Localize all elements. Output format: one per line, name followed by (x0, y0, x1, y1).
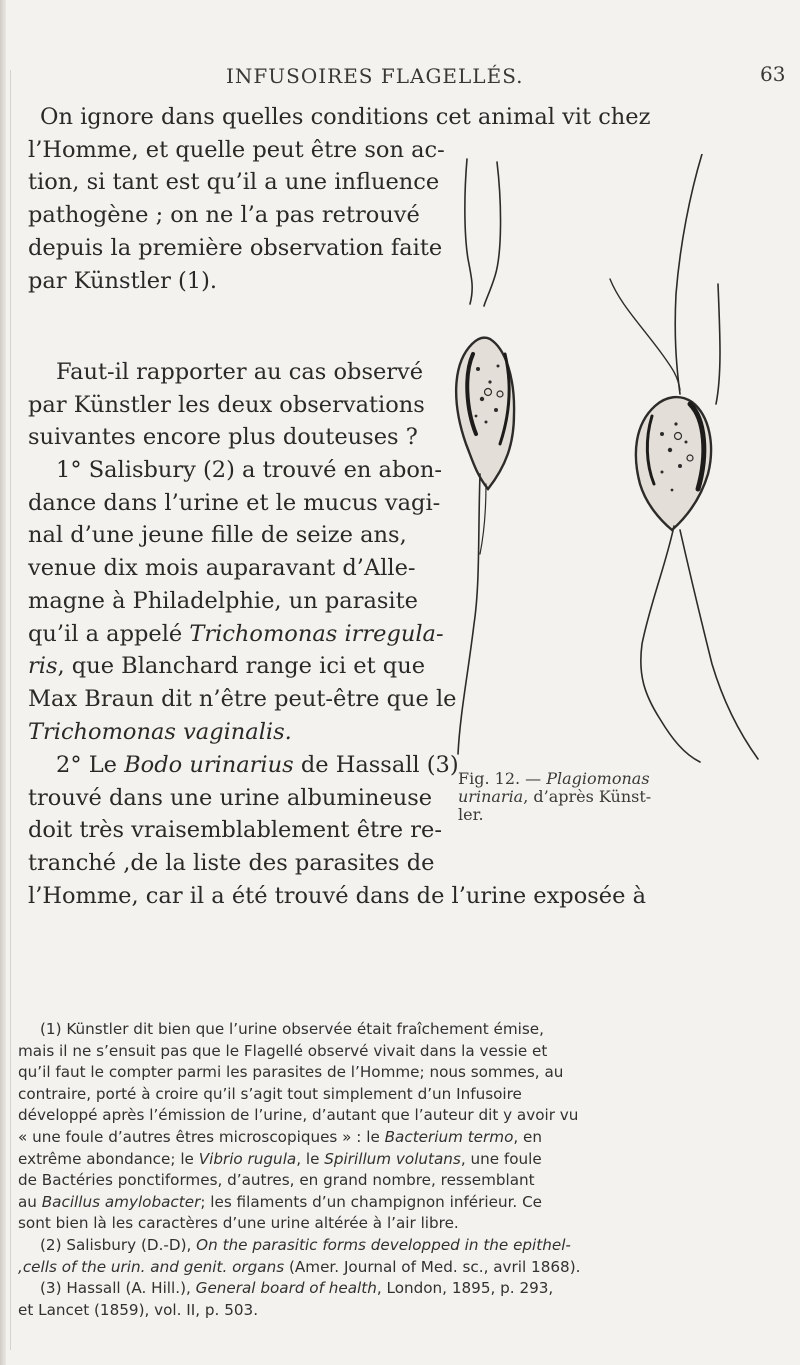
footnote-run: , une foule (460, 1149, 542, 1168)
figure-plagiomonas (440, 154, 800, 766)
footnote-line: mais il ne s’ensuit pas que le Flagellé observé vivait dans la vessie et (18, 1041, 548, 1060)
footnote-run: extrême abondance; le (18, 1149, 199, 1168)
caption-species: urinaria (458, 787, 524, 806)
page-edge-line (10, 70, 11, 1350)
flagellum-line (465, 159, 472, 304)
footnote-italic: Vibrio rugula (198, 1149, 297, 1168)
text-line: tion, si tant est qu’il a une influence (28, 169, 440, 196)
footnote-line (18, 1257, 788, 1279)
tail-line (480, 484, 486, 554)
footnote-line: (1) Künstler dit bien que l’urine observée était fraîchement émise, (40, 1020, 544, 1038)
page-number: 63 (760, 62, 786, 86)
text-run: 2° Le (56, 752, 125, 778)
paragraph-2 (28, 356, 425, 454)
text-line: On ignore dans quelles conditions cet animal vit chez (40, 104, 651, 130)
footnote-line (18, 1127, 788, 1149)
text-run: , que Blanchard range ici et que (57, 653, 426, 680)
text-line: depuis la première observation faite (28, 234, 443, 261)
footnote-italic: General board of health (195, 1279, 377, 1298)
caption-line (458, 788, 748, 806)
footnote-italic: Bacillus amylobacter (41, 1192, 201, 1211)
footnote-run: (3) Hassall (A. Hill.), (40, 1279, 196, 1298)
granule-dot (494, 408, 498, 412)
tail-line (680, 530, 758, 759)
figure-caption (458, 770, 748, 824)
footnote-line: développé après l’émission de l’urine, d’autant que l’auteur dit y avoir vu (18, 1106, 579, 1125)
text-line: suivantes encore plus douteuses ? (28, 424, 418, 451)
species-name: Trichomonas vaginalis. (28, 718, 292, 745)
footnote-italic: Bacterium termo (384, 1127, 514, 1146)
text-line: doit très vraisemblablement être re- (28, 817, 442, 844)
text-line: tranché ,de la liste des parasites de (28, 850, 435, 877)
caption-fig-number: Fig. 12. — (458, 769, 547, 788)
footnote-run: , le (296, 1149, 325, 1168)
text-line: Max Braun dit n’être peut-être que le (28, 685, 457, 712)
text-line (28, 650, 456, 683)
footnote-line (18, 1278, 788, 1300)
page-edge-shadow (0, 0, 6, 1365)
footnote-line: de Bactéries ponctiformes, d’autres, en grand nombre, ressemblant (18, 1171, 535, 1190)
footnote-line: contraire, porté à croire qu’il s’agit tout simplement d’un Infusoire (18, 1084, 522, 1103)
granule-dot (475, 415, 478, 418)
granule-dot (671, 489, 674, 492)
footnote-line: qu’il faut le compter parmi les parasites de l’Homme; nous sommes, au (18, 1063, 564, 1082)
paragraph-3 (28, 454, 456, 748)
text-line (28, 618, 456, 651)
text-run: de Hassall (3) (293, 752, 459, 778)
flagellum-line (484, 162, 501, 306)
flagellum-line (716, 284, 720, 404)
running-title: INFUSOIRES FLAGELLÉS. (226, 64, 524, 88)
footnote-run: (2) Salisbury (D.-D), (40, 1235, 197, 1254)
text-line: l’Homme, car il a été trouvé dans de l’urine exposée à (28, 882, 647, 909)
footnote-line: et Lancet (1859), vol. II, p. 503. (18, 1300, 259, 1319)
footnote-run: ; les filaments d’un champignon inférieur. Ce (200, 1192, 543, 1211)
footnote-run: , London, 1895, p. 293, (376, 1279, 554, 1298)
flagellum-line (610, 279, 680, 390)
granule-dot (674, 422, 677, 425)
text-run: qu’il a appelé (28, 620, 190, 647)
granule-dot (668, 448, 672, 452)
granule-dot (661, 471, 664, 474)
text-line: 1° Salisbury (2) a trouvé en abon- (56, 457, 443, 483)
footnote-line: sont bien là les caractères d’une urine altérée à l’air libre. (18, 1214, 459, 1233)
text-line: venue dix mois auparavant d’Alle- (28, 555, 416, 582)
text-line: dance dans l’urine et le mucus vagi- (28, 489, 441, 516)
granule-dot (485, 421, 488, 424)
granule-dot (660, 432, 664, 436)
text-line: par Künstler (1). (28, 267, 218, 294)
caption-species: Plagiomonas (546, 769, 650, 788)
footnote-run: , en (513, 1127, 542, 1146)
species-name: Trichomonas irregula- (189, 620, 444, 647)
granule-dot (488, 380, 491, 383)
text-line: Faut-il rapporter au cas observé (56, 359, 424, 385)
text-line: par Künstler les deux observations (28, 391, 425, 418)
granule-dot (678, 464, 682, 468)
footnote-italic: ,cells of the urin. and genit. organs (18, 1257, 285, 1276)
caption-line (458, 770, 748, 788)
text-line: l’Homme, et quelle peut être son ac- (28, 136, 445, 163)
text-line: pathogène ; on ne l’a pas retrouvé (28, 202, 420, 229)
tail-line (641, 526, 700, 762)
footnote-run: au (18, 1192, 42, 1211)
species-name: Bodo urinarius (124, 752, 294, 778)
caption-line: ler. (458, 805, 484, 824)
text-line: nal d’une jeune fille de seize ans, (28, 522, 407, 549)
caption-text: , d’après Künst- (523, 787, 652, 806)
footnote-line (18, 1149, 788, 1171)
granule-dot (685, 441, 688, 444)
footnote-italic: Spirillum volutans (324, 1149, 461, 1168)
footnote-line (18, 1192, 788, 1214)
species-name: ris (28, 653, 58, 680)
tail-line (458, 474, 480, 754)
text-line: magne à Philadelphie, un parasite (28, 587, 418, 614)
footnote-line (18, 1235, 788, 1257)
granule-dot (476, 367, 480, 371)
footnotes (18, 1019, 788, 1321)
footnote-run: « une foule d’autres êtres microscopiques » : le (18, 1127, 385, 1146)
plagiomonas-illustration (440, 154, 800, 766)
footnote-run: (Amer. Journal of Med. sc., avril 1868). (284, 1257, 581, 1276)
flagellum-line (675, 154, 702, 394)
granule-dot (497, 365, 500, 368)
text-line: trouvé dans une urine albumineuse (28, 784, 433, 811)
granule-dot (480, 397, 484, 401)
footnote-italic: On the parasitic forms developped in the epithel- (196, 1235, 571, 1254)
